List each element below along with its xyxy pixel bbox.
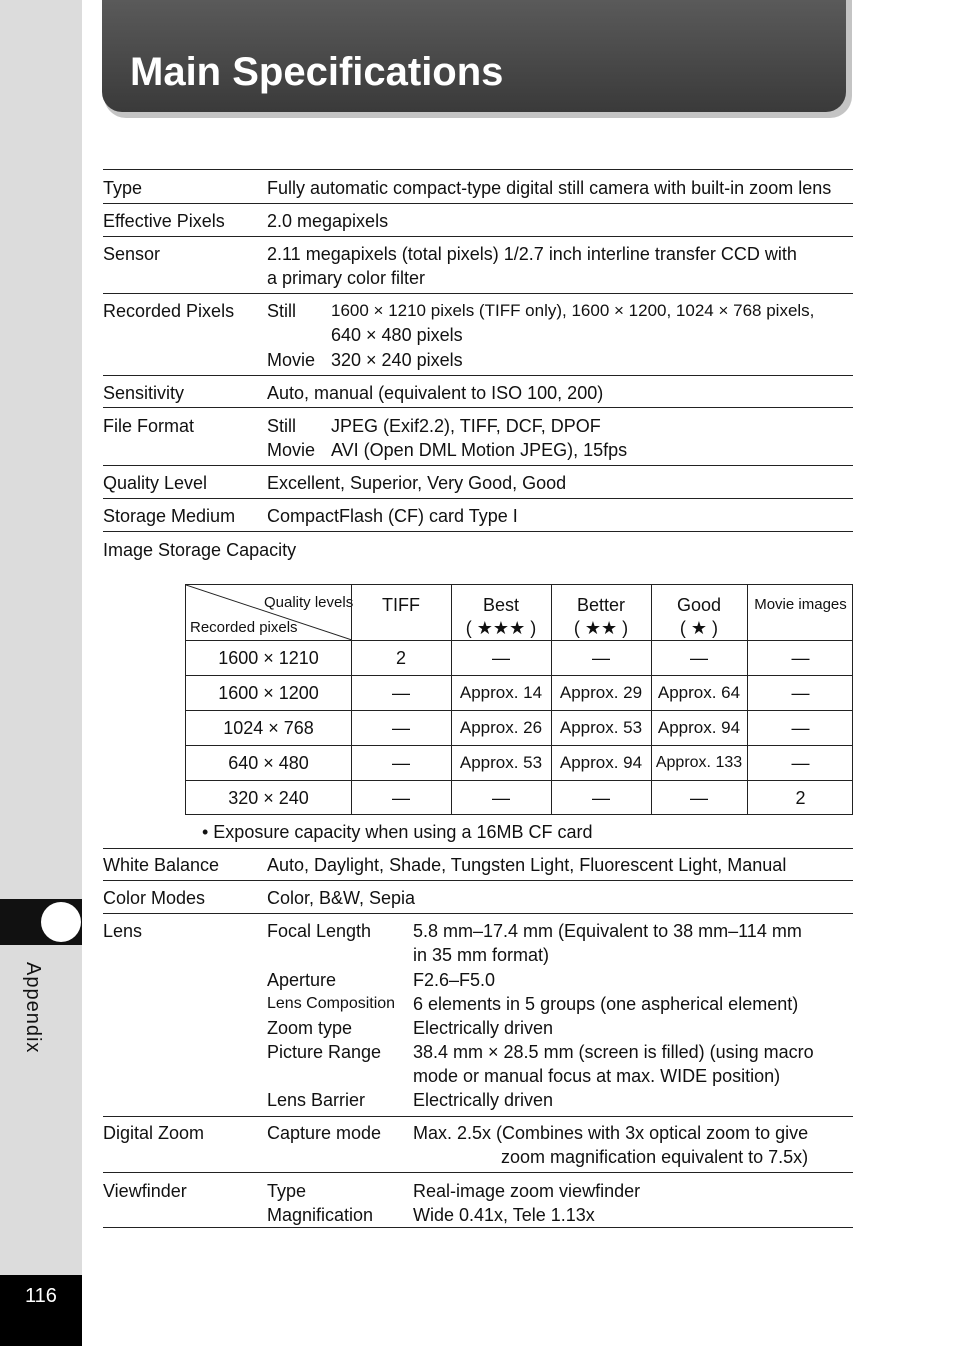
divider: [103, 913, 853, 914]
section-tab-circle: [41, 902, 81, 942]
row-label-image-storage-capacity: Image Storage Capacity: [103, 540, 297, 560]
capacity-table: [185, 584, 853, 815]
table-cell: Approx. 64: [657, 683, 741, 702]
header-best-stars: ( ★★★ ): [465, 618, 537, 638]
row-label-digital-zoom: Digital Zoom: [103, 1123, 205, 1143]
row-label-sensor: Sensor: [103, 244, 161, 264]
header-tiff: TIFF: [382, 595, 420, 615]
viewfinder-mag-label: Magnification: [267, 1205, 374, 1225]
lens-focal-label: Focal Length: [267, 921, 372, 941]
format-movie-label: Movie: [267, 440, 316, 460]
row-value-sensor: 2.11 megapixels (total pixels) 1/2.7 inch interline transfer CCD with: [267, 244, 797, 264]
divider: [103, 169, 853, 170]
row-value-sensor-2: a primary color filter: [267, 268, 426, 288]
table-cell: —: [690, 648, 708, 668]
table-cell-pixels: 1600 × 1210: [218, 648, 319, 668]
format-still-value: JPEG (Exif2.2), TIFF, DCF, DPOF: [331, 416, 601, 436]
lens-range-label: Picture Range: [267, 1042, 382, 1062]
row-label-quality-level: Quality Level: [103, 473, 208, 493]
header-best: Best: [482, 595, 520, 615]
divider: [103, 465, 853, 466]
table-cell-pixels: 640 × 480: [228, 753, 309, 773]
header-good-stars: ( ★ ): [679, 618, 719, 638]
table-cell: —: [791, 683, 810, 703]
row-label-viewfinder: Viewfinder: [103, 1181, 187, 1201]
table-cell: Approx. 14: [459, 683, 543, 702]
divider: [103, 407, 853, 408]
viewfinder-mag-value: Wide 0.41x, Tele 1.13x: [413, 1205, 595, 1225]
dzoom-capture-label: Capture mode: [267, 1123, 382, 1143]
row-value-sensitivity: Auto, manual (equivalent to ISO 100, 200): [267, 383, 604, 403]
row-value-white-balance: Auto, Daylight, Shade, Tungsten Light, Fluorescent Light, Manual: [267, 855, 787, 875]
lens-zoom-value: Electrically driven: [413, 1018, 554, 1038]
divider: [103, 1227, 853, 1228]
divider: [103, 293, 853, 294]
header-good: Good: [676, 595, 722, 615]
table-cell: —: [791, 648, 810, 668]
table-cell: 2: [395, 648, 406, 668]
table-cell: Approx. 133: [655, 754, 743, 771]
capacity-note: • Exposure capacity when using a 16MB CF card: [202, 822, 593, 842]
table-cell: —: [791, 718, 810, 738]
table-cell: —: [392, 683, 410, 703]
divider: [103, 498, 853, 499]
header-better: Better: [576, 595, 626, 615]
row-label-white-balance: White Balance: [103, 855, 220, 875]
header-better-stars: ( ★★ ): [573, 618, 629, 638]
table-cell: —: [690, 788, 708, 808]
recorded-still-value-2: 640 × 480 pixels: [331, 325, 463, 345]
table-cell: Approx. 53: [559, 718, 643, 737]
lens-range-value: 38.4 mm × 28.5 mm (screen is filled) (using macro: [413, 1042, 814, 1062]
divider: [103, 236, 853, 237]
row-value-effective-pixels: 2.0 megapixels: [267, 211, 389, 231]
table-cell: —: [492, 648, 510, 668]
divider: [103, 1172, 853, 1173]
row-value-type: Fully automatic compact-type digital still camera with built-in zoom lens: [267, 178, 832, 198]
page-title: Main Specifications: [130, 50, 504, 94]
table-hline: [186, 640, 852, 641]
row-label-file-format: File Format: [103, 416, 195, 436]
lens-focal-value: 5.8 mm–17.4 mm (Equivalent to 38 mm–114 mm: [413, 921, 802, 941]
row-value-quality-level: Excellent, Superior, Very Good, Good: [267, 473, 567, 493]
lens-composition-value: 6 elements in 5 groups (one aspherical element): [413, 994, 799, 1014]
recorded-still-value: 1600 × 1210 pixels (TIFF only), 1600 × 1200, 1024 × 768 pixels,: [331, 301, 815, 320]
page-number: 116: [25, 1285, 57, 1307]
table-cell: —: [592, 648, 610, 668]
lens-barrier-value: Electrically driven: [413, 1090, 554, 1110]
divider: [103, 880, 853, 881]
row-value-color-modes: Color, B&W, Sepia: [267, 888, 416, 908]
lens-aperture-label: Aperture: [267, 970, 337, 990]
corner-quality-levels: Quality levels: [264, 594, 354, 611]
divider: [103, 203, 853, 204]
lens-barrier-label: Lens Barrier: [267, 1090, 366, 1110]
table-cell-pixels: 1024 × 768: [223, 718, 314, 738]
sidebar-strip: [0, 0, 82, 1346]
row-label-color-modes: Color Modes: [103, 888, 206, 908]
table-cell: Approx. 94: [559, 753, 643, 772]
table-cell: —: [492, 788, 510, 808]
table-cell: Approx. 94: [657, 718, 741, 737]
viewfinder-type-label: Type: [267, 1181, 307, 1201]
lens-range-value-2: mode or manual focus at max. WIDE position): [413, 1066, 781, 1086]
row-label-lens: Lens: [103, 921, 143, 941]
lens-focal-value-2: in 35 mm format): [413, 945, 550, 965]
row-label-sensitivity: Sensitivity: [103, 383, 185, 403]
table-cell: Approx. 29: [559, 683, 643, 702]
corner-recorded-pixels: Recorded pixels: [190, 619, 298, 636]
table-cell: Approx. 53: [459, 753, 543, 772]
row-value-storage-medium: CompactFlash (CF) card Type I: [267, 506, 518, 526]
row-label-type: Type: [103, 178, 143, 198]
table-cell: —: [392, 753, 410, 773]
table-hline: [186, 780, 852, 781]
recorded-still-label: Still: [267, 301, 297, 321]
recorded-movie-label: Movie: [267, 350, 316, 370]
format-still-label: Still: [267, 416, 297, 436]
table-cell: —: [592, 788, 610, 808]
table-cell-pixels: 1600 × 1200: [218, 683, 319, 703]
divider: [103, 1116, 853, 1117]
row-label-recorded-pixels: Recorded Pixels: [103, 301, 235, 321]
row-label-storage-medium: Storage Medium: [103, 506, 236, 526]
table-cell: —: [392, 718, 410, 738]
format-movie-value: AVI (Open DML Motion JPEG), 15fps: [331, 440, 628, 460]
divider: [103, 848, 853, 849]
lens-zoom-label: Zoom type: [267, 1018, 353, 1038]
section-label: Appendix: [22, 962, 44, 1054]
divider: [103, 375, 853, 376]
table-hline: [186, 675, 852, 676]
dzoom-value: Max. 2.5x (Combines with 3x optical zoom to give: [413, 1123, 809, 1143]
lens-aperture-value: F2.6–F5.0: [413, 970, 496, 990]
lens-composition-label: Lens Composition: [267, 995, 396, 1012]
dzoom-value-2: zoom magnification equivalent to 7.5x): [501, 1147, 809, 1167]
viewfinder-type-value: Real-image zoom viewfinder: [413, 1181, 641, 1201]
table-cell: —: [791, 753, 810, 773]
divider: [103, 531, 853, 532]
table-hline: [186, 710, 852, 711]
table-cell-pixels: 320 × 240: [228, 788, 309, 808]
recorded-movie-value: 320 × 240 pixels: [331, 350, 463, 370]
table-cell: Approx. 26: [459, 718, 543, 737]
table-hline: [186, 745, 852, 746]
table-cell: 2: [795, 788, 806, 808]
table-cell: —: [392, 788, 410, 808]
header-movie-images: Movie images: [754, 596, 847, 613]
row-label-effective-pixels: Effective Pixels: [103, 211, 225, 231]
